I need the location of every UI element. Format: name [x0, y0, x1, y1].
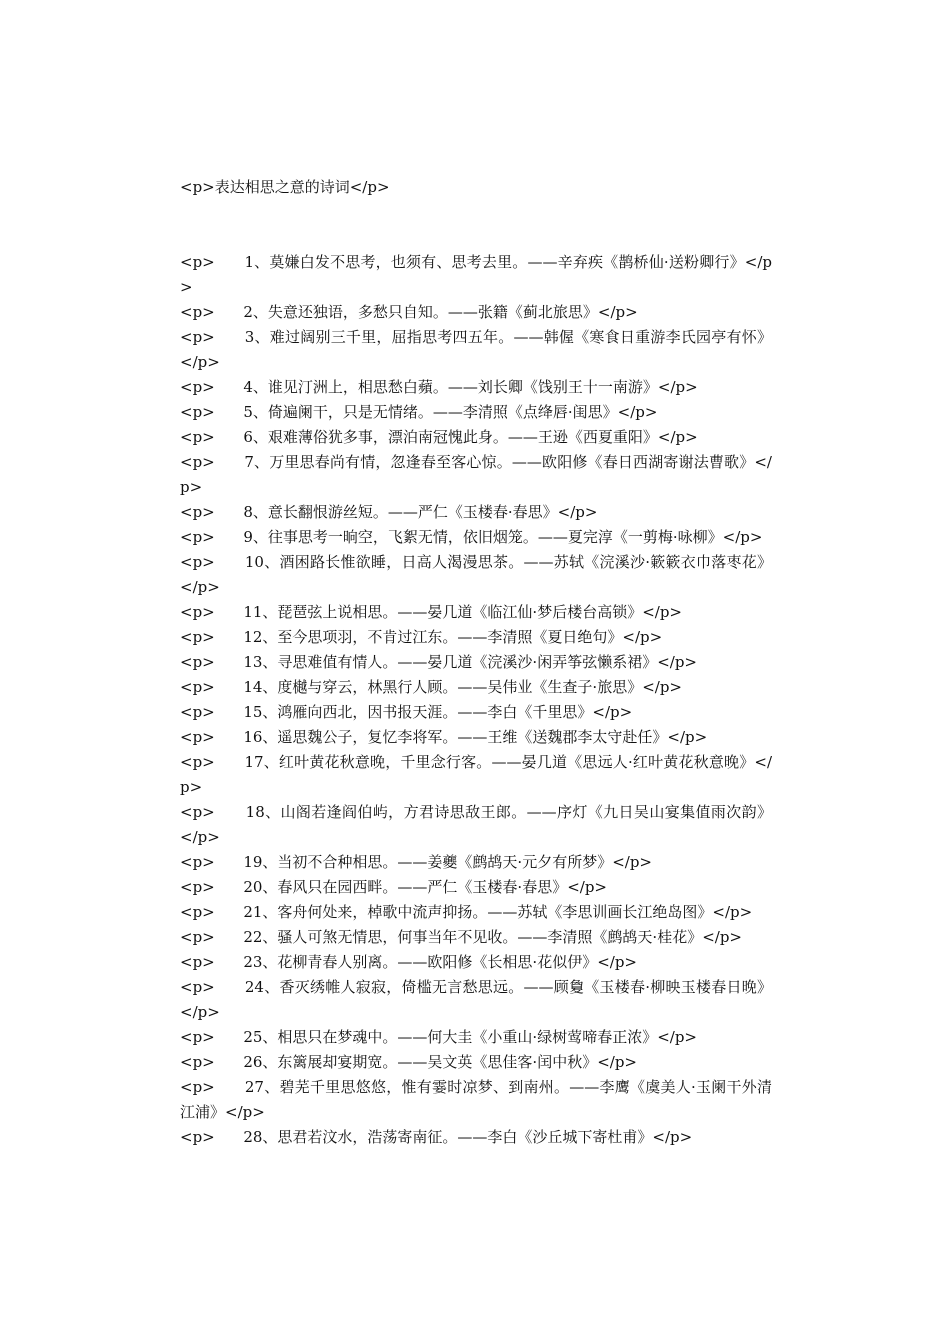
- poem-line: <p> 25、相思只在梦魂中。——何大圭《小重山·绿树莺啼春正浓》</p>: [180, 1028, 697, 1046]
- poem-line: <p> 23、花柳青春人别离。——欧阳修《长相思·花似伊》</p>: [180, 953, 637, 971]
- poem-line: <p> 9、往事思考一晌空，飞絮无情，依旧烟笼。——夏完淳《一剪梅·咏柳》</p>: [180, 528, 763, 546]
- poem-line: <p> 14、度樾与穿云，林黑行人顾。——吴伟业《生查子·旅思》</p>: [180, 678, 682, 696]
- poem-line: <p> 17、红叶黄花秋意晚，千里念行客。——晏几道《思远人·红叶黄花秋意晚》</p>: [180, 753, 772, 796]
- poem-line: <p> 8、意长翻恨游丝短。——严仁《玉楼春·春思》</p>: [180, 503, 598, 521]
- poem-line: <p> 19、当初不合种相思。——姜夔《鹧鸪天·元夕有所梦》</p>: [180, 853, 652, 871]
- poem-line: <p> 28、思君若汶水，浩荡寄南征。——李白《沙丘城下寄杜甫》</p>: [180, 1128, 693, 1146]
- poem-line: <p> 15、鸿雁向西北，因书报天涯。——李白《千里思》</p>: [180, 703, 633, 721]
- poem-line: <p> 3、难过阔别三千里，屈指思考四五年。——韩偓《寒食日重游李氏园亭有怀》</p>: [180, 328, 772, 371]
- poem-list: [180, 250, 772, 1150]
- poem-line: <p> 12、至今思项羽，不肯过江东。——李清照《夏日绝句》</p>: [180, 628, 663, 646]
- poem-line: <p> 26、东篱展却宴期宽。——吴文英《思佳客·闰中秋》</p>: [180, 1053, 637, 1071]
- document-title: <p>表达相思之意的诗词</p>: [180, 178, 390, 196]
- poem-line: <p> 22、骚人可煞无情思，何事当年不见收。——李清照《鹧鸪天·桂花》</p>: [180, 928, 742, 946]
- poem-line: <p> 20、春风只在园西畔。——严仁《玉楼春·春思》</p>: [180, 878, 607, 896]
- poem-line: <p> 7、万里思春尚有情，忽逢春至客心惊。——欧阳修《春日西湖寄谢法曹歌》</p>: [180, 453, 772, 496]
- poem-line: <p> 10、酒困路长惟欲睡，日高人渴漫思茶。——苏轼《浣溪沙·簌簌衣巾落枣花》</p>: [180, 553, 772, 596]
- poem-line: <p> 1、莫嫌白发不思考，也须有、思考去里。——辛弃疾《鹊桥仙·送粉卿行》</p>: [180, 253, 772, 296]
- poem-line: <p> 4、谁见汀洲上，相思愁白蘋。——刘长卿《饯别王十一南游》</p>: [180, 378, 698, 396]
- poem-line: <p> 24、香灭绣帷人寂寂，倚槛无言愁思远。——顾敻《玉楼春·柳映玉楼春日晚》</p>: [180, 978, 772, 1021]
- poem-line: <p> 2、失意还独语，多愁只自知。——张籍《蓟北旅思》</p>: [180, 303, 638, 321]
- poem-line: <p> 11、琵琶弦上说相思。——晏几道《临江仙·梦后楼台高锁》</p>: [180, 603, 682, 621]
- poem-line: <p> 16、遥思魏公子，复忆李将军。——王维《送魏郡李太守赴任》</p>: [180, 728, 708, 746]
- poem-line: <p> 21、客舟何处来，棹歌中流声抑扬。——苏轼《李思训画长江绝岛图》</p>: [180, 903, 753, 921]
- poem-line: <p> 27、碧芜千里思悠悠，惟有霎时凉梦、到南州。——李鹰《虞美人·玉阑干外清江浦》</p>: [180, 1078, 772, 1121]
- poem-line: <p> 13、寻思难值有情人。——晏几道《浣溪沙·闲弄筝弦懒系裙》</p>: [180, 653, 697, 671]
- poem-line: <p> 5、倚遍阑干，只是无情绪。——李清照《点绛唇·闺思》</p>: [180, 403, 658, 421]
- poem-line: <p> 18、山阁若逢阎伯屿，方君诗思敌王郎。——序灯《九日吴山宴集值雨次韵》</p>: [180, 803, 772, 846]
- poem-line: <p> 6、艰难薄俗犹多事，漂泊南冠愧此身。——王逊《西夏重阳》</p>: [180, 428, 698, 446]
